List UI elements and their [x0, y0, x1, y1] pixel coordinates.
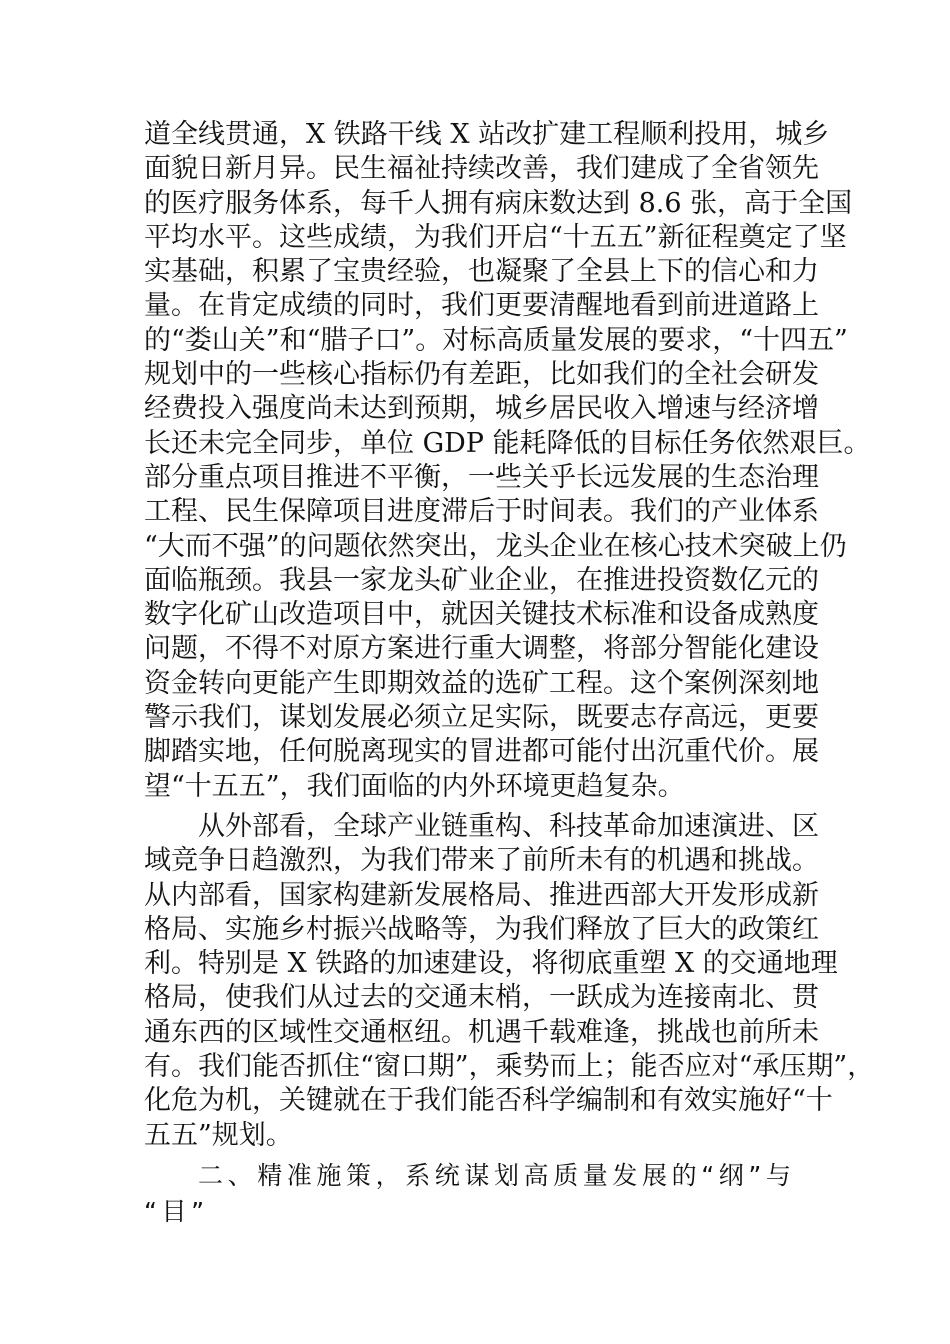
heading-line: “目” [144, 1197, 209, 1226]
body-paragraph-external-internal [144, 810, 875, 1153]
text-line: 通东西的区域性交通枢纽。机遇千载难逢，挑战也前所未 [144, 1016, 819, 1048]
text-line: 实基础，积累了宝贵经验，也凝聚了全县上下的信心和力 [144, 256, 819, 288]
text-line: 域竞争日趋激烈，为我们带来了前所未有的机遇和挑战。 [144, 845, 819, 877]
text-line: 格局、实施乡村振兴战略等，为我们释放了巨大的政策红 [144, 913, 819, 945]
text-line: 的“娄山关”和“腊子口”。对标高质量发展的要求，“十四五” [144, 324, 848, 356]
heading-line: 二、精准施策，系统谋划高质量发展的“纲”与 [198, 1161, 796, 1190]
text-line: 化危为机，关键就在于我们能否科学编制和有效实施好“十 [144, 1085, 833, 1117]
text-line: 平均水平。这些成绩，为我们开启“十五五”新征程奠定了坚 [144, 221, 847, 253]
text-line: “大而不强”的问题依然突出，龙头企业在核心技术突破上仍 [144, 530, 847, 562]
text-line: 面临瓶颈。我县一家龙头矿业企业，在推进投资数亿元的 [144, 564, 819, 596]
text-line: 格局，使我们从过去的交通末梢，一跃成为连接南北、贯 [144, 982, 819, 1014]
text-line: 望“十五五”，我们面临的内外环境更趋复杂。 [144, 770, 685, 802]
text-line: 警示我们，谋划发展必须立足实际，既要志存高远，更要 [144, 702, 819, 734]
text-line: 问题，不得不对原方案进行重大调整，将部分智能化建设 [144, 633, 819, 665]
text-line: 面貌日新月异。民生福祉持续改善，我们建成了全省领先 [144, 153, 819, 185]
text-line: 经费投入强度尚未达到预期，城乡居民收入增速与经济增 [144, 393, 819, 425]
text-line: 利。特别是 X 铁路的加速建设，将彻底重塑 X 的交通地理 [144, 948, 838, 980]
text-line: 有。我们能否抓住“窗口期”，乘势而上；能否应对“承压期”， [144, 1051, 875, 1083]
text-line: 数字化矿山改造项目中，就因关键技术标准和设备成熟度 [144, 599, 819, 631]
text-line: 工程、民生保障项目进度滞后于时间表。我们的产业体系 [144, 496, 819, 528]
text-line: 长还未完全同步，单位 GDP 能耗降低的目标任务依然艰巨。 [144, 427, 871, 459]
body-paragraph-continued [144, 118, 871, 804]
text-line: 量。在肯定成绩的同时，我们更要清醒地看到前进道路上 [144, 290, 819, 322]
text-line: 五五”规划。 [144, 1119, 293, 1151]
text-line-indented: 从外部看，全球产业链重构、科技革命加速演进、区 [198, 811, 819, 842]
text-line: 脚踏实地，任何脱离现实的冒进都可能付出沉重代价。展 [144, 736, 819, 768]
text-line: 道全线贯通，X 铁路干线 X 站改扩建工程顺利投用，城乡 [144, 119, 830, 150]
text-line: 规划中的一些核心指标仍有差距，比如我们的全社会研发 [144, 359, 819, 391]
text-line: 的医疗服务体系，每千人拥有病床数达到 8.6 张，高于全国 [144, 187, 853, 219]
text-line: 部分重点项目推进不平衡，一些关乎长远发展的生态治理 [144, 461, 819, 493]
text-line: 资金转向更能产生即期效益的选矿工程。这个案例深刻地 [144, 667, 819, 699]
text-line: 从内部看，国家构建新发展格局、推进西部大开发形成新 [144, 879, 819, 911]
section-heading [144, 1158, 808, 1230]
